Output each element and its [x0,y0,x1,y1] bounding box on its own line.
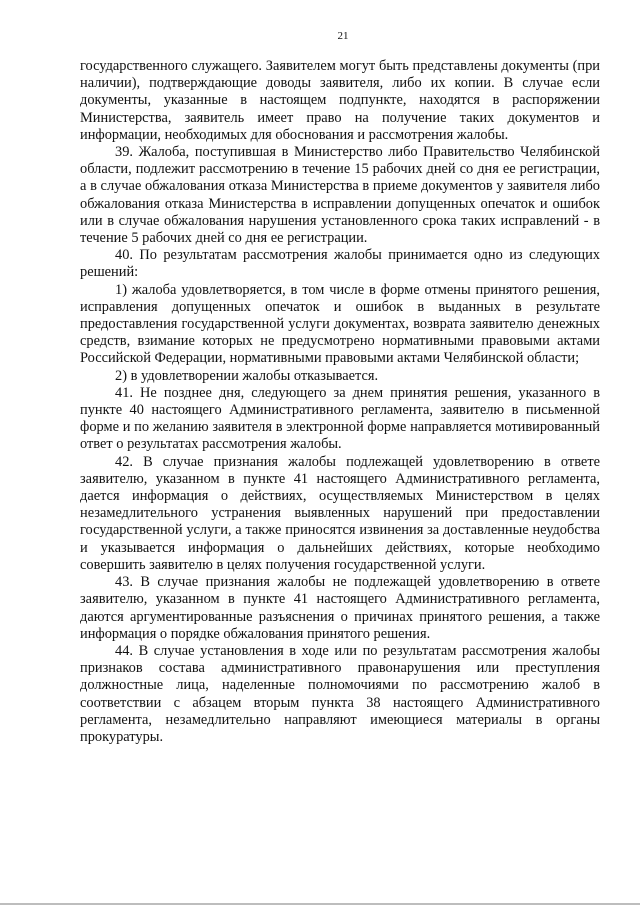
paragraph-41: 41. Не позднее дня, следующего за днем принятия решения, указанного в пункте 40 настоящего Административного регламента, заявителю в письменной форме и по желанию заявителя в электронной форме направляется мотивированный ответ о результатах рассмотрения жалобы. [80,384,600,453]
paragraph-continuation: государственного служащего. Заявителем могут быть представлены документы (при наличии), подтверждающие доводы заявителя, либо их копии. В случае если документы, указанные в настоящем подпункте, находятся в распоряжении Министерства, заявитель имеет право на получение таких документов и информации, необходимых для обоснования и рассмотрения жалобы. [80,58,600,143]
paragraph-44: 44. В случае установления в ходе или по результатам рассмотрения жалобы признаков состава административного правонарушения или преступления должностные лица, наделенные полномочиями по рассмотрению жалоб в соответствии с абзацем вторым пункта 38 настоящего Административного регламента, незамедлительно направляют имеющиеся материалы в органы прокуратуры. [80,642,600,745]
paragraph-40-item-1: 1) жалоба удовлетворяется, в том числе в форме отмены принятого решения, исправления допущенных опечаток и ошибок в выданных в результате предоставления государственной услуги документах, возврата заявителю денежных средств, взимание которых не предусмотрено нормативными правовыми актами Российской Федерации, нормативными правовыми актами Челябинской области; [80,281,600,367]
paragraph-40-item-2: 2) в удовлетворении жалобы отказывается. [115,367,379,384]
paragraph-40: 40. По результатам рассмотрения жалобы принимается одно из следующих решений: [80,247,600,281]
paragraph-42: 42. В случае признания жалобы подлежащей удовлетворению в ответе заявителю, указанном в пункте 41 настоящего Административного регламента, дается информация о действиях, осуществляемых Министерством в целях незамедлительного устранения выявленных нарушений при предоставлении государственной услуги, а также приносятся извинения за доставленные неудобства и указывается информация о дальнейших действиях, которые необходимо совершить заявителю в целях получения государственной услуги. [80,453,600,573]
page-number: 21 [337,30,349,42]
paragraph-39: 39. Жалоба, поступившая в Министерство либо Правительство Челябинской области, подлежит рассмотрению в течение 15 рабочих дней со дня ее регистрации, а в случае обжалования отказа Министерства в приеме документов у заявителя либо обжалования отказа Министерства в исправлении допущенных опечаток и ошибок или в случае обжалования нарушения установленного срока таких исправлений - в течение 5 рабочих дней со дня ее регистрации. [80,144,600,247]
paragraph-43: 43. В случае признания жалобы не подлежащей удовлетворению в ответе заявителю, указанном в пункте 41 настоящего Административного регламента, даются аргументированные разъяснения о причинах принятого решения, а также информация о порядке обжалования принятого решения. [80,574,600,642]
